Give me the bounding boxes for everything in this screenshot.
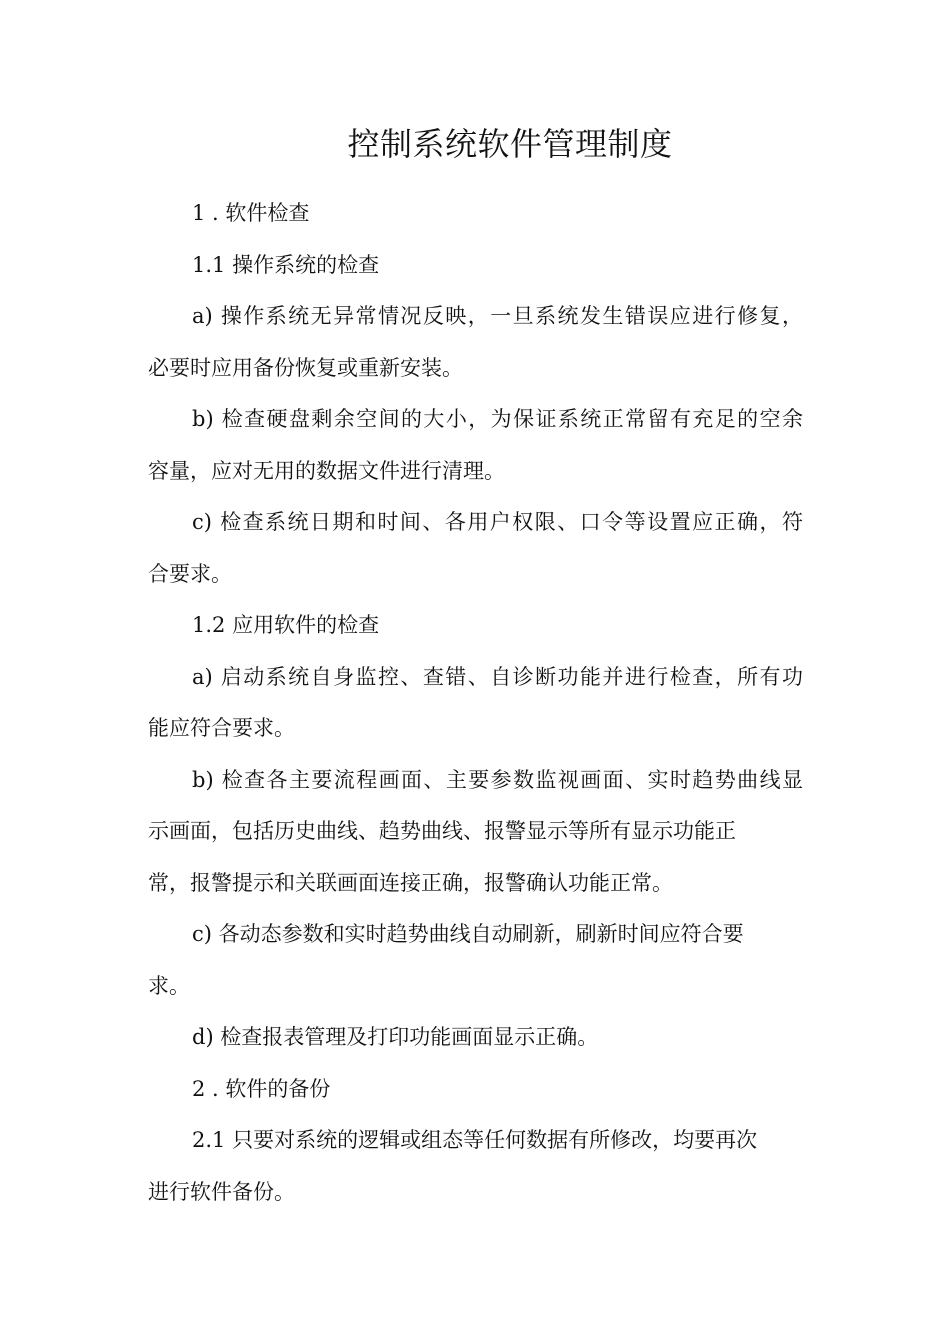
paragraph-line: c) 各动态参数和实时趋势曲线自动刷新，刷新时间应符合要 <box>192 922 744 946</box>
section-heading-2: 2 . 软件的备份 <box>192 1076 331 1101</box>
document-body <box>148 188 803 1218</box>
paragraph-line: a) 启动系统自身监控、查错、自诊断功能并进行检查，所有功 <box>192 664 803 689</box>
paragraph-line: 进行软件备份。 <box>148 1179 295 1204</box>
paragraph-line: b) 检查各主要流程画面、主要参数监视画面、实时趋势曲线显 <box>192 767 803 792</box>
paragraph-line: a) 操作系统无异常情况反映，一旦系统发生错误应进行修复， <box>192 304 803 328</box>
document-title: 控制系统软件管理制度 <box>347 125 673 163</box>
paragraph-line: 求。 <box>148 973 190 998</box>
paragraph-line: 示画面，包括历史曲线、趋势曲线、报警显示等所有显示功能正 <box>148 819 736 843</box>
section-heading-1: 1 . 软件检查 <box>192 201 310 225</box>
paragraph-line: 常，报警提示和关联画面连接正确，报警确认功能正常。 <box>148 870 673 895</box>
paragraph-line: c) 检查系统日期和时间、各用户权限、口令等设置应正确，符 <box>192 510 803 534</box>
subsection-heading-1-1: 1.1 操作系统的检查 <box>192 252 380 277</box>
paragraph-line: 必要时应用备份恢复或重新安装。 <box>148 355 463 380</box>
paragraph-line: b) 检查硬盘剩余空间的大小，为保证系统正常留有充足的空余 <box>192 407 803 431</box>
paragraph-line: 能应符合要求。 <box>148 716 295 740</box>
paragraph-line: 合要求。 <box>148 561 232 586</box>
paragraph-line: 容量，应对无用的数据文件进行清理。 <box>148 458 505 483</box>
paragraph-line: 2.1 只要对系统的逻辑或组态等任何数据有所修改，均要再次 <box>192 1128 758 1152</box>
subsection-heading-1-2: 1.2 应用软件的检查 <box>192 613 380 637</box>
paragraph-line: d) 检查报表管理及打印功能画面显示正确。 <box>192 1025 599 1049</box>
